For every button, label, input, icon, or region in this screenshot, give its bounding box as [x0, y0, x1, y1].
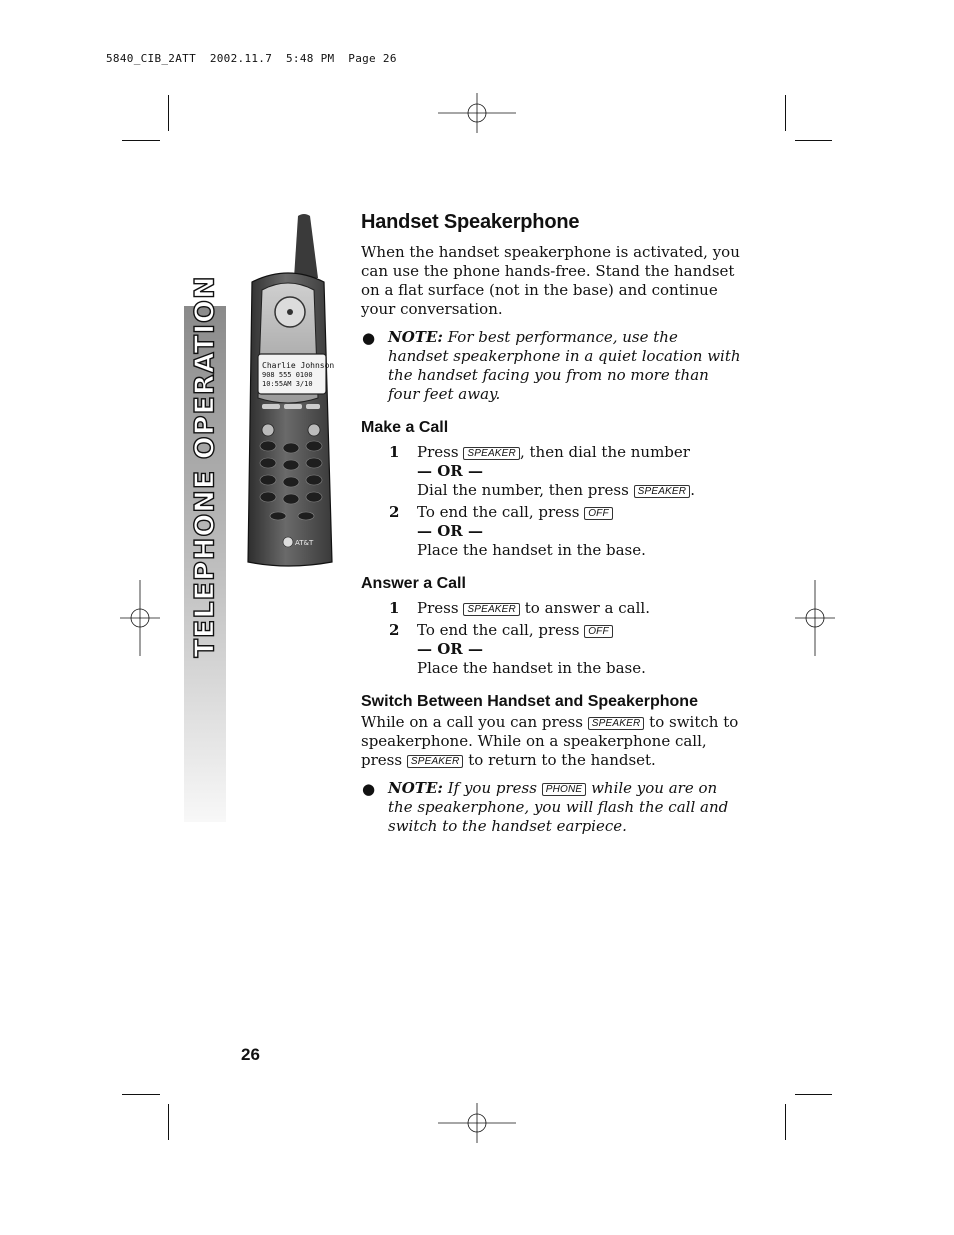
phone-key-icon: PHONE	[542, 783, 587, 796]
step-number: 1	[389, 599, 400, 617]
step-text: to answer a call.	[524, 599, 650, 617]
handset-display-line3: 10:55AM 3/10	[262, 380, 313, 388]
switch-text: to return to the handset.	[468, 751, 656, 769]
step-text: Place the handset in the base.	[417, 541, 646, 559]
bullet-icon: ●	[362, 329, 376, 347]
or-separator: — OR —	[417, 462, 483, 480]
handset-illustration	[238, 212, 338, 568]
step-item	[361, 503, 741, 560]
section-make-a-call	[361, 418, 741, 560]
registration-mark-bottom	[438, 1103, 516, 1143]
section-title-switch: Switch Between Handset and Speakerphone	[361, 693, 698, 710]
note-flash-call	[361, 779, 741, 836]
step-item	[361, 621, 741, 678]
speaker-key-icon: SPEAKER	[407, 755, 464, 768]
crop-mark	[122, 140, 160, 141]
side-tab-label-wrap	[184, 274, 226, 658]
or-separator: — OR —	[417, 640, 483, 658]
step-text: Press	[417, 599, 459, 617]
registration-mark-top	[438, 93, 516, 133]
crop-mark	[795, 140, 832, 141]
crop-mark	[122, 1094, 160, 1095]
step-item	[361, 443, 741, 500]
switch-text: to switch to speakerphone. While on a speakerphone call, press	[361, 713, 739, 769]
step-text: Dial the number, then press	[417, 481, 629, 499]
section-title-answer-a-call: Answer a Call	[361, 575, 466, 592]
section-title-make-a-call: Make a Call	[361, 419, 449, 436]
crop-mark	[785, 1104, 786, 1140]
crop-mark	[168, 95, 169, 131]
speaker-key-icon: SPEAKER	[588, 717, 645, 730]
speaker-key-icon: SPEAKER	[634, 485, 691, 498]
step-number: 1	[389, 443, 400, 461]
step-number: 2	[389, 621, 400, 639]
crop-mark	[795, 1094, 832, 1095]
speaker-key-icon: SPEAKER	[463, 447, 520, 460]
step-text: Press	[417, 443, 459, 461]
note-text: If you press	[447, 779, 537, 797]
speaker-key-icon: SPEAKER	[463, 603, 520, 616]
registration-mark-right	[795, 580, 835, 656]
note-label: NOTE:	[388, 779, 443, 797]
bullet-icon: ●	[362, 780, 376, 798]
step-item	[361, 599, 741, 618]
handset-brand: AT&T	[295, 539, 314, 547]
step-number: 2	[389, 503, 400, 521]
page-number: 26	[241, 1045, 260, 1064]
off-key-icon: OFF	[584, 625, 613, 638]
note-text: while you are on the speakerphone, you will flash the call and switch to the handset earpiece.	[388, 779, 729, 835]
note-label: NOTE:	[388, 328, 443, 346]
crop-mark	[785, 95, 786, 131]
intro-paragraph: When the handset speakerphone is activated, you can use the phone hands-free. Stand the handset on a flat surface (not in the base) and continue your conversation.	[361, 243, 740, 318]
make-a-call-steps	[361, 443, 741, 560]
step-text: Place the handset in the base.	[417, 659, 646, 677]
section-title-handset-speakerphone: Handset Speakerphone	[361, 211, 580, 233]
switch-paragraph	[361, 713, 741, 770]
print-slug: 5840_CIB_2ATT 2002.11.7 5:48 PM Page 26	[106, 52, 397, 65]
step-text: To end the call, press	[417, 503, 580, 521]
note-text: For best performance, use the handset speakerphone in a quiet location with the handset facing you from no more than four feet away.	[388, 328, 741, 403]
step-text: , then dial the number	[519, 443, 690, 461]
section-answer-a-call	[361, 574, 741, 678]
section-switch	[361, 692, 741, 836]
crop-mark	[168, 1104, 169, 1140]
main-content	[361, 210, 741, 836]
step-text: .	[690, 481, 696, 499]
note-best-performance	[361, 328, 741, 404]
handset-display-name: Charlie Johnson	[262, 361, 335, 370]
answer-a-call-steps	[361, 599, 741, 678]
step-text: To end the call, press	[417, 621, 580, 639]
or-separator: — OR —	[417, 522, 483, 540]
off-key-icon: OFF	[584, 507, 613, 520]
handset-display-line2: 908 555 0100	[262, 371, 313, 379]
switch-text: While on a call you can press	[361, 713, 583, 731]
side-tab-label: TELEPHONE OPERATION	[189, 274, 221, 658]
registration-mark-left	[120, 580, 160, 656]
